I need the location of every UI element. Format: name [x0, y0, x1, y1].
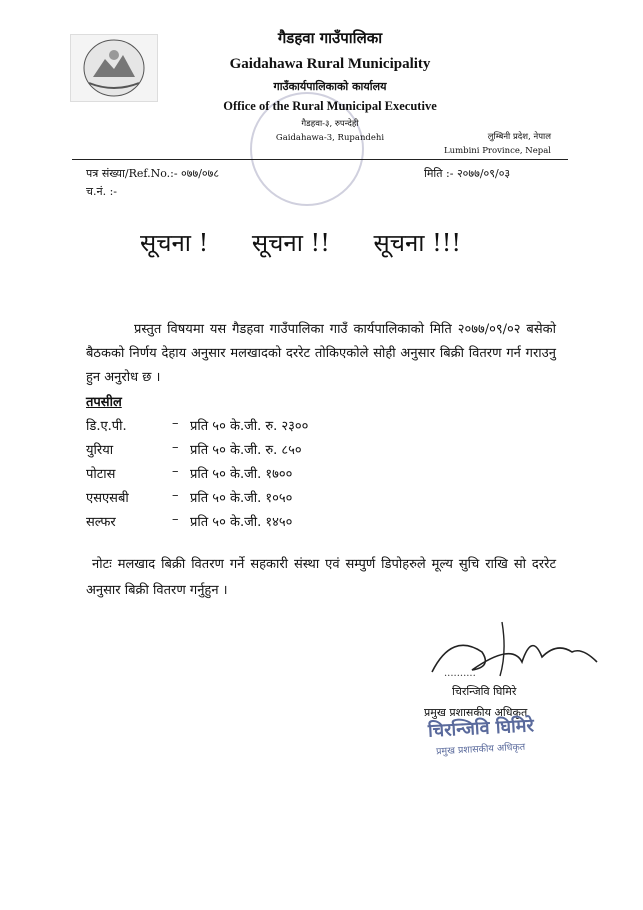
- details-heading: तपसील: [86, 395, 122, 410]
- address-english: Gaidahawa-3, Rupandehi: [275, 133, 385, 143]
- municipality-emblem: [70, 34, 158, 102]
- province-nepali: लुम्बिनी प्रदेश, नेपाल: [487, 132, 551, 142]
- notice-heading: [140, 226, 497, 259]
- office-name-nepali: गाउँकार्यपालिकाको कार्यालय: [273, 80, 387, 93]
- office-name-english: Office of the Rural Municipal Executive: [223, 99, 437, 113]
- separator-dash: –: [172, 512, 179, 527]
- title-stamp: प्रमुख प्रशासकीय अधिकृत: [435, 741, 526, 758]
- separator-dash: –: [172, 464, 179, 479]
- signatory-name: चिरन्जिवि घिमिरे: [452, 685, 517, 698]
- municipality-name-nepali: गैडहवा गाउँपालिका: [277, 29, 383, 47]
- fertilizer-rate: प्रति ५० के.जी. रु. २३००: [190, 419, 309, 434]
- fertilizer-rate: प्रति ५० के.जी. रु. ८५०: [190, 443, 302, 458]
- dispatch-number: च.नं. :-: [86, 185, 118, 198]
- notice-word: सूचना !!!: [373, 229, 462, 257]
- fertilizer-name: एसएसबी: [86, 491, 129, 506]
- name-stamp: चिरन्जिवि घिमिरे: [427, 715, 535, 742]
- notice-word: सूचना !: [140, 229, 209, 257]
- province-english: Lumbini Province, Nepal: [443, 146, 551, 156]
- fertilizer-name: युरिया: [86, 443, 114, 458]
- address-nepali: गैडहवा-३, रुपन्देही: [301, 119, 359, 129]
- signatory-title: प्रमुख प्रशासकीय अधिकृत: [424, 706, 528, 719]
- letter-date: मिति :- २०७७/०९/०३: [424, 167, 511, 180]
- notice-word: सूचना !!: [251, 229, 330, 257]
- fertilizer-name: डि.ए.पी.: [86, 419, 127, 434]
- signature-dots: ..........: [444, 668, 476, 679]
- separator-dash: –: [172, 440, 179, 455]
- note-paragraph: नोटः मलखाद बिक्री वितरण गर्ने सहकारी संस्था एवं सम्पुर्ण डिपोहरुले मूल्य सुचि राखि सो दररेट अनुसार बिक्री वितरण गर्नुहुन ।: [86, 557, 556, 598]
- header-divider: [72, 159, 568, 160]
- fertilizer-name: सल्फर: [86, 515, 116, 530]
- separator-dash: –: [172, 416, 179, 431]
- municipality-name-english: Gaidahawa Rural Municipality: [229, 56, 431, 72]
- reference-number: पत्र संख्या/Ref.No.:- ०७७/०७८: [86, 167, 220, 180]
- fertilizer-name: पोटास: [86, 467, 116, 482]
- fertilizer-rate: प्रति ५० के.जी. १७००: [190, 467, 293, 482]
- fertilizer-rate: प्रति ५० के.जी. १४५०: [190, 515, 293, 530]
- separator-dash: –: [172, 488, 179, 503]
- notice-paragraph: प्रस्तुत विषयमा यस गैडहवा गाउँपालिका गाउँ कार्यपालिकाको मिति २०७७/०९/०२ बसेको बैठकको निर्णय देहाय अनुसार मलखादको दररेट तोकिएकोले सोही अनुसार बिक्री वितरण गर्न गराउनु हुन अनुरोध छ ।: [86, 322, 556, 385]
- fertilizer-rate: प्रति ५० के.जी. १०५०: [190, 491, 293, 506]
